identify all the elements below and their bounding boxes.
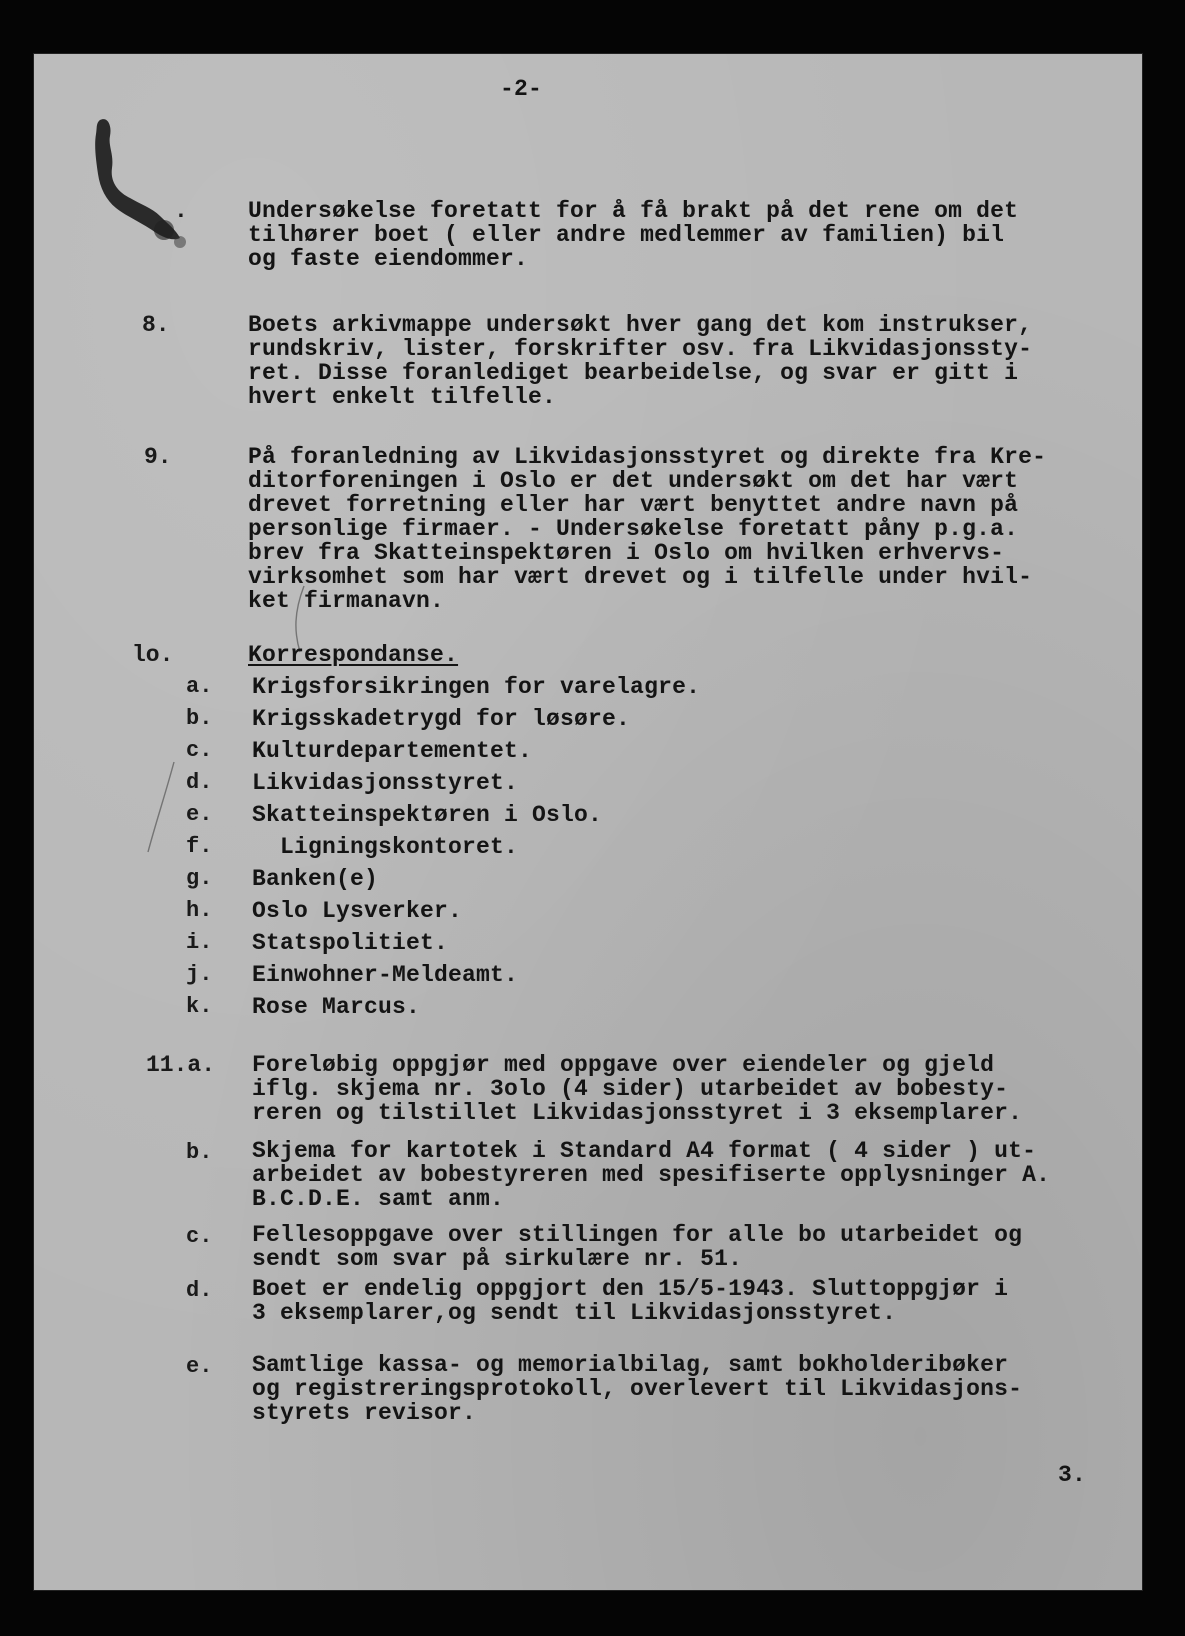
- item-11e-line-2: og registreringsprotokoll, overlevert til Likvidasjons-: [252, 1376, 1023, 1402]
- item-8-line-2: rundskriv, lister, forskrifter osv. fra Likvidasjonssty-: [248, 336, 1033, 362]
- item-11c-line-2: sendt som svar på sirkulære nr. 51.: [252, 1246, 743, 1272]
- item-10a-letter: a.: [186, 674, 213, 699]
- item-9-line-6: virksomhet som har vært drevet og i tilfelle under hvil-: [248, 564, 1033, 590]
- item-8-line-4: hvert enkelt tilfelle.: [248, 384, 557, 410]
- item-11e-letter: e.: [186, 1354, 213, 1379]
- item-9-line-5: brev fra Skatteinspektøren i Oslo om hvilken erhvervs-: [248, 540, 1005, 566]
- item-10-heading: Korrespondanse.: [248, 642, 459, 668]
- item-10j-text: Einwohner-Meldeamt.: [252, 962, 519, 988]
- item-11d-line-1: Boet er endelig oppgjort den 15/5-1943. Sluttoppgjør i: [252, 1276, 1009, 1302]
- item-7-line-3: og faste eiendommer.: [248, 246, 529, 272]
- item-11c-letter: c.: [186, 1224, 213, 1249]
- item-9-line-1: På foranledning av Likvidasjonsstyret og direkte fra Kre-: [248, 444, 1047, 470]
- item-9-line-3: drevet forretning eller har vært benyttet andre navn på: [248, 492, 1019, 518]
- item-11b-line-3: B.C.D.E. samt anm.: [252, 1186, 505, 1212]
- item-10b-letter: b.: [186, 706, 213, 731]
- item-11a-number: 11.a.: [146, 1052, 216, 1078]
- item-10d-letter: d.: [186, 770, 213, 795]
- item-11e-line-1: Samtlige kassa- og memorialbilag, samt bokholderibøker: [252, 1352, 1009, 1378]
- page-number: -2-: [500, 76, 543, 102]
- item-9-line-7: ket firmanavn.: [248, 588, 445, 614]
- item-10h-letter: h.: [186, 898, 213, 923]
- item-10f-letter: f.: [186, 834, 213, 859]
- next-page-marker: 3.: [1058, 1462, 1087, 1488]
- item-11b-letter: b.: [186, 1140, 213, 1165]
- item-11a-line-3: reren og tilstillet Likvidasjonsstyret i 3 eksemplarer.: [252, 1100, 1023, 1126]
- item-11d-line-2: 3 eksemplarer,og sendt til Likvidasjonsstyret.: [252, 1300, 897, 1326]
- item-10d-text: Likvidasjonsstyret.: [252, 770, 519, 796]
- item-8-number: 8.: [142, 312, 170, 338]
- item-10f-text: Ligningskontoret.: [252, 834, 519, 860]
- item-9-line-2: ditorforeningen i Oslo er det undersøkt om det har vært: [248, 468, 1019, 494]
- item-10j-letter: j.: [186, 962, 213, 987]
- item-11d-letter: d.: [186, 1278, 213, 1303]
- item-7-number: .: [174, 198, 188, 224]
- item-11b-line-1: Skjema for kartotek i Standard A4 format ( 4 sider ) ut-: [252, 1138, 1037, 1164]
- item-10c-text: Kulturdepartementet.: [252, 738, 533, 764]
- item-10c-letter: c.: [186, 738, 213, 763]
- item-10a-text: Krigsforsikringen for varelagre.: [252, 674, 701, 700]
- item-10k-letter: k.: [186, 994, 213, 1019]
- item-10b-text: Krigsskadetrygd for løsøre.: [252, 706, 631, 732]
- item-10e-letter: e.: [186, 802, 213, 827]
- item-10e-text: Skatteinspektøren i Oslo.: [252, 802, 603, 828]
- item-7-line-2: tilhører boet ( eller andre medlemmer av familien) bil: [248, 222, 1005, 248]
- item-10i-letter: i.: [186, 930, 213, 955]
- item-10h-text: Oslo Lysverker.: [252, 898, 463, 924]
- item-11e-line-3: styrets revisor.: [252, 1400, 477, 1426]
- item-11a-line-2: iflg. skjema nr. 3olo (4 sider) utarbeidet av bobesty-: [252, 1076, 1009, 1102]
- item-10g-letter: g.: [186, 866, 213, 891]
- item-10k-text: Rose Marcus.: [252, 994, 421, 1020]
- item-7-line-1: Undersøkelse foretatt for å få brakt på det rene om det: [248, 198, 1019, 224]
- item-11c-line-1: Fellesoppgave over stillingen for alle bo utarbeidet og: [252, 1222, 1023, 1248]
- item-11b-line-2: arbeidet av bobestyreren med spesifiserte opplysninger A.: [252, 1162, 1051, 1188]
- ink-blot-mark: [60, 112, 210, 252]
- item-10g-text: Banken(e): [252, 866, 379, 892]
- item-8-line-3: ret. Disse foranlediget bearbeidelse, og svar er gitt i: [248, 360, 1019, 386]
- item-11a-line-1: Foreløbig oppgjør med oppgave over eiendeler og gjeld: [252, 1052, 995, 1078]
- item-10-number: lo.: [132, 642, 174, 668]
- item-8-line-1: Boets arkivmappe undersøkt hver gang det kom instrukser,: [248, 312, 1033, 338]
- item-9-number: 9.: [144, 444, 172, 470]
- item-9-line-4: personlige firmaer. - Undersøkelse foretatt påny p.g.a.: [248, 516, 1019, 542]
- item-10i-text: Statspolitiet.: [252, 930, 449, 956]
- document-page: [34, 54, 1142, 1590]
